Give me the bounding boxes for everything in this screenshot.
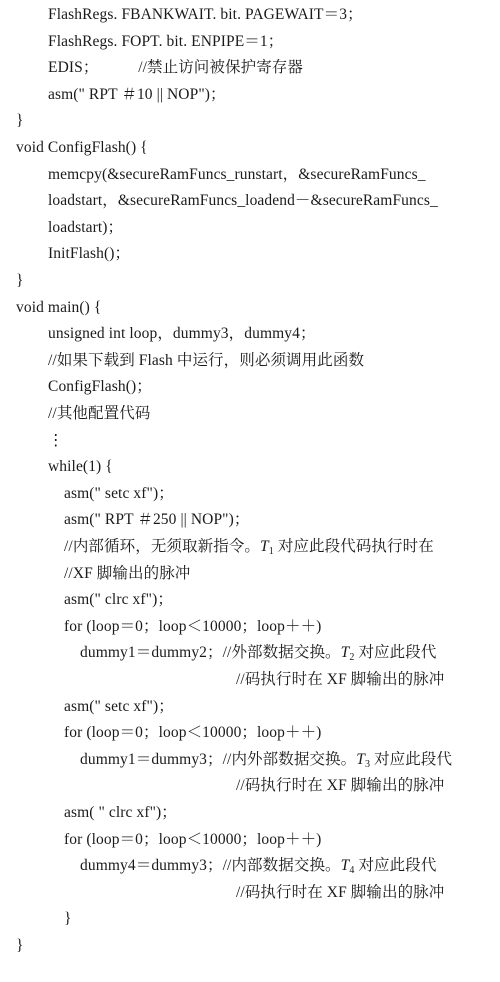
code-text: FlashRegs. FBANKWAIT. bit. PAGEWAIT＝3； bbox=[48, 6, 363, 23]
timing-subscript: 2 bbox=[349, 652, 355, 664]
code-text: for (loop＝0；loop＜10000；loop＋＋) bbox=[64, 830, 322, 848]
code-text: unsigned int loop，dummy3，dummy4； bbox=[48, 325, 316, 343]
code-comment-tail: 对应此段代 bbox=[354, 644, 437, 662]
timing-subscript: 1 bbox=[268, 546, 274, 557]
code-text: void main() { bbox=[16, 298, 102, 316]
code-text: loadstart，&secureRamFuncs_loadend－&secureRamFuncs_ bbox=[48, 192, 438, 210]
code-line bbox=[48, 401, 150, 427]
code-line bbox=[236, 880, 444, 906]
code-text: dummy1＝dummy2；//外部数据交换。 bbox=[80, 644, 341, 662]
code-text: asm(" setc xf")； bbox=[64, 484, 174, 502]
code-line bbox=[48, 2, 363, 28]
code-line bbox=[64, 481, 174, 507]
code-line bbox=[48, 29, 283, 55]
code-text: for (loop＝0；loop＜10000；loop＋＋) bbox=[64, 724, 322, 742]
code-text: //码执行时在 XF 脚输出的脉冲 bbox=[236, 883, 445, 901]
code-text: dummy1＝dummy3；//内外部数据交换。 bbox=[80, 750, 357, 768]
code-text: } bbox=[16, 272, 24, 289]
code-line bbox=[236, 773, 444, 799]
timing-subscript: 3 bbox=[364, 758, 371, 770]
code-text: for (loop＝0；loop＜10000；loop＋＋) bbox=[64, 617, 322, 635]
code-text: //XF 脚输出的脉冲 bbox=[64, 564, 191, 582]
code-line bbox=[48, 374, 152, 400]
code-comment-tail: 对应此段代 bbox=[370, 750, 453, 768]
code-text: asm(" RPT ＃250 || NOP")； bbox=[64, 511, 250, 529]
code-text: asm(" clrc xf")； bbox=[64, 591, 173, 609]
code-line bbox=[64, 800, 177, 826]
code-text: //如果下载到 Flash 中运行，则必须调用此函数 bbox=[48, 351, 365, 369]
code-line bbox=[64, 561, 190, 587]
code-text: while(1) { bbox=[48, 458, 113, 476]
timing-symbol: T bbox=[340, 857, 350, 875]
code-text: //其他配置代码 bbox=[48, 405, 151, 422]
code-line bbox=[48, 162, 426, 188]
code-text: } bbox=[16, 937, 24, 954]
code-line bbox=[16, 268, 24, 294]
timing-symbol: T bbox=[340, 644, 350, 662]
code-line bbox=[48, 188, 438, 214]
code-comment-tail: 对应此段代 bbox=[354, 857, 437, 875]
code-text: asm( " clrc xf")； bbox=[64, 804, 177, 821]
code-line bbox=[64, 827, 321, 853]
code-line bbox=[80, 747, 452, 773]
code-text: FlashRegs. FOPT. bit. ENPIPE＝1； bbox=[48, 32, 284, 50]
code-text: InitFlash()； bbox=[48, 245, 131, 263]
code-line bbox=[48, 348, 364, 374]
code-line bbox=[16, 933, 24, 959]
code-text: void ConfigFlash() { bbox=[16, 139, 148, 156]
code-line bbox=[16, 108, 24, 134]
code-line bbox=[64, 694, 174, 720]
code-text: //码执行时在 XF 脚输出的脉冲 bbox=[236, 671, 445, 688]
code-line bbox=[48, 215, 123, 241]
code-line bbox=[48, 428, 64, 454]
code-text: } bbox=[16, 112, 24, 130]
timing-subscript: 4 bbox=[349, 865, 355, 877]
code-text: //码执行时在 XF 脚输出的脉冲 bbox=[236, 777, 445, 795]
code-line bbox=[64, 906, 72, 932]
code-text: ConfigFlash()； bbox=[48, 378, 152, 396]
code-text: EDIS； //禁止访问被保护寄存器 bbox=[48, 59, 304, 77]
code-line bbox=[48, 55, 303, 81]
code-text: memcpy(&secureRamFuncs_runstart，&secureRamFuncs_ bbox=[48, 165, 426, 183]
code-text: asm(" setc xf")； bbox=[64, 697, 174, 715]
code-line bbox=[80, 640, 436, 666]
code-line bbox=[48, 454, 113, 480]
code-comment-tail: 对应此段代码执行时在 bbox=[273, 538, 434, 555]
code-line bbox=[48, 82, 226, 108]
code-line bbox=[64, 587, 173, 613]
code-line bbox=[16, 295, 101, 321]
code-line bbox=[64, 614, 321, 640]
code-text: } bbox=[64, 910, 72, 928]
code-line bbox=[48, 241, 130, 267]
code-line bbox=[236, 667, 444, 693]
code-line bbox=[80, 853, 436, 879]
code-line bbox=[48, 321, 316, 347]
code-text: dummy4＝dummy3；//内部数据交换。 bbox=[80, 857, 341, 875]
code-line bbox=[64, 720, 321, 746]
code-line bbox=[64, 507, 249, 533]
timing-symbol: T bbox=[260, 538, 269, 555]
code-text: loadstart)； bbox=[48, 218, 124, 236]
code-text: ⋮ bbox=[48, 431, 64, 449]
code-line bbox=[16, 135, 148, 161]
code-text: asm(" RPT ＃10 || NOP")； bbox=[48, 85, 226, 103]
code-line bbox=[64, 534, 434, 560]
code-text: //内部循环，无须取新指令。 bbox=[64, 538, 261, 555]
timing-symbol: T bbox=[356, 750, 365, 768]
